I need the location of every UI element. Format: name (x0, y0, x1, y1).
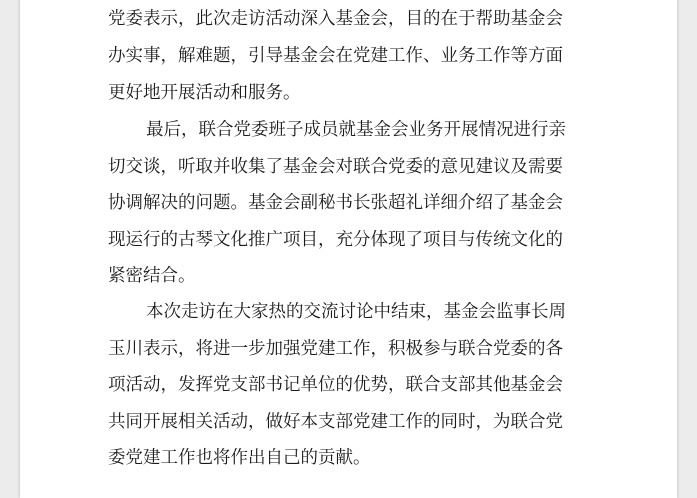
text-line: 委党建工作也将作出自己的贡献。 (108, 448, 371, 468)
text-line: 党委表示，此次走访活动深入基金会，目的在于帮助基金会 (108, 9, 563, 29)
text-line: 共同开展相关活动，做好本支部党建工作的同时，为联合党 (108, 412, 563, 432)
text-line: 最后，联合党委班子成员就基金会业务开展情况进行亲 (146, 120, 566, 140)
text-line: 现运行的古琴文化推广项目，充分体现了项目与传统文化的 (108, 230, 563, 250)
text-line: 更好地开展活动和服务。 (108, 83, 301, 103)
text-line: 切交谈，听取并收集了基金会对联合党委的意见建议及需要 (108, 157, 563, 177)
text-line: 项活动，发挥党支部书记单位的优势，联合支部其他基金会 (108, 375, 563, 395)
text-line: 协调解决的问题。基金会副秘书长张超礼详细介绍了基金会 (108, 193, 563, 213)
text-line: 紧密结合。 (108, 266, 196, 286)
text-line: 玉川表示，将进一步加强党建工作，积极参与联合党委的各 (108, 339, 563, 359)
document-page (20, 0, 677, 498)
text-line: 办实事，解难题，引导基金会在党建工作、业务工作等方面 (108, 46, 563, 66)
text-line: 本次走访在大家热的交流讨论中结束，基金会监事长周 (146, 302, 566, 322)
